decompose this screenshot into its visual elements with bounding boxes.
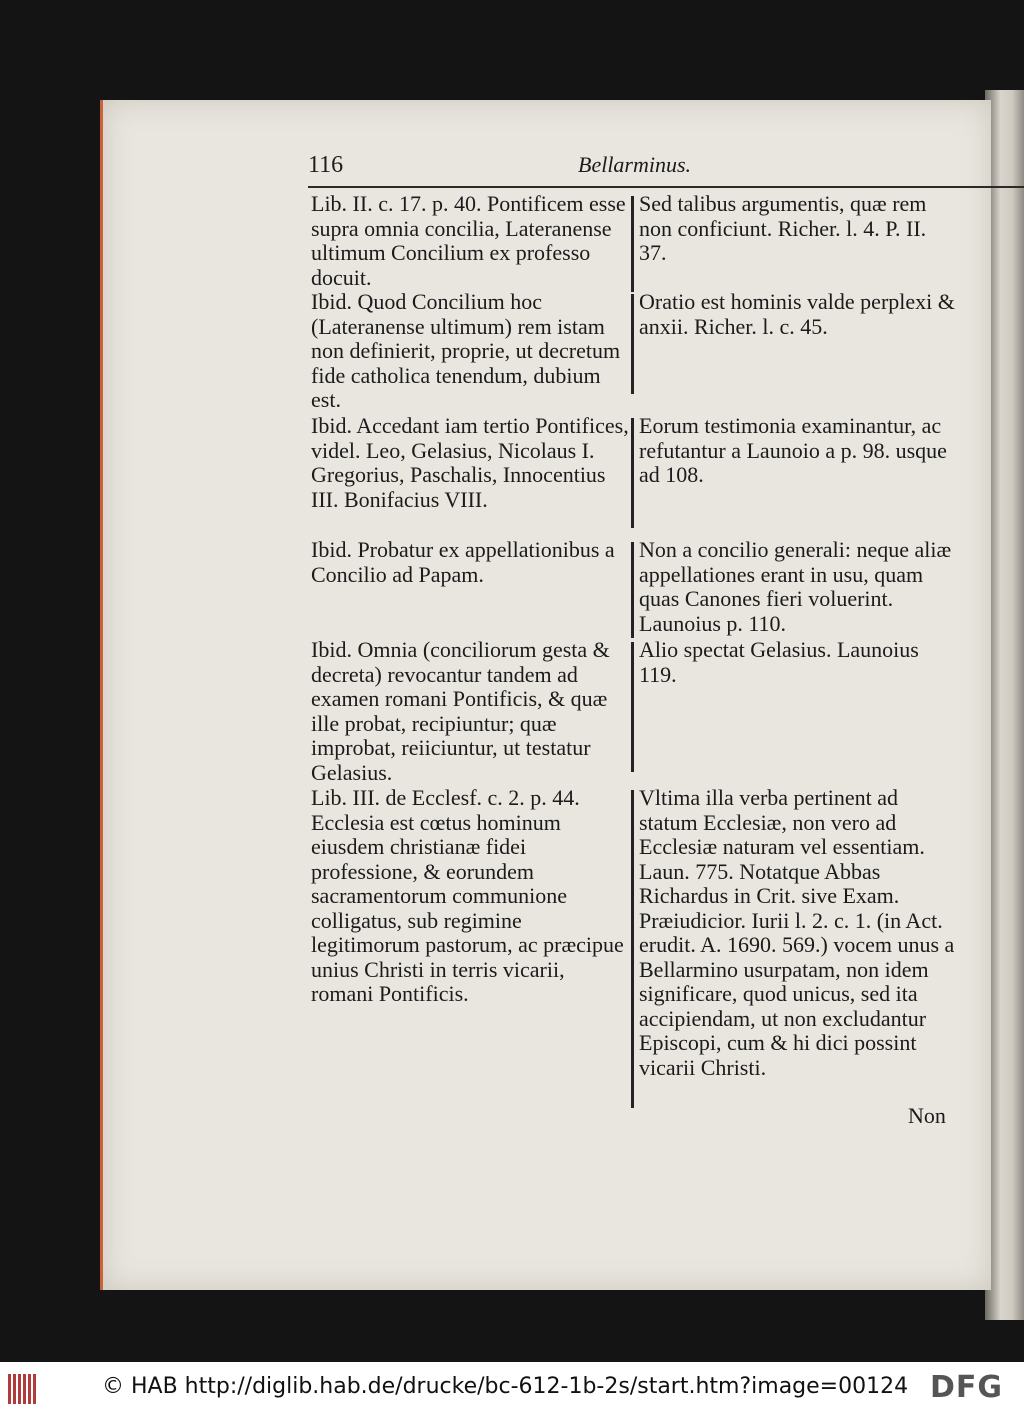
hab-logo-icon — [8, 1374, 48, 1406]
left-column-text: Ibid. Probatur ex appellationibus a Concilio ad Papam. — [311, 537, 615, 587]
footer-bar — [0, 1362, 1024, 1417]
left-column-text: Lib. III. de Ecclesf. c. 2. p. 44. Ecclesia est cœtus hominum eiusdem christianæ fidei professione, & eorundem sacramentorum communione colligatus, sub regimine legitimorum pastorum, ac præcipue unius Christi in terris vicarii, romani Pontificis. — [311, 785, 624, 1006]
left-column-text: Ibid. Quod Concilium hoc (Lateranense ultimum) rem istam non definierit, proprie, ut decretum fide catholica tenendum, dubium est. — [311, 289, 621, 412]
column-divider — [631, 542, 634, 638]
column-divider — [631, 294, 634, 394]
left-column-text: Lib. II. c. 17. p. 40. Pontificem esse supra omnia concilia, Lateranense ultimum Concilium ex professo docuit. — [311, 191, 626, 290]
column-divider — [631, 642, 634, 772]
page-number: 116 — [308, 152, 344, 178]
catchword: Non — [908, 1103, 946, 1128]
column-divider — [631, 790, 634, 1108]
left-column-text: Ibid. Omnia (conciliorum gesta & decreta) revocantur tandem ad examen romani Pontificis, & quæ ille probat, recipiuntur; quæ improbat, reiiciuntur, ut testatur Gelasius. — [311, 637, 610, 785]
dfg-logo: DFG — [930, 1370, 1004, 1405]
column-divider — [631, 196, 634, 292]
right-column-text: Non a concilio generali: neque aliæ appellationes erant in usu, quam quas Canones fieri voluerint. Launoius p. 110. — [639, 537, 952, 636]
right-column-text: Vltima illa verba pertinent ad statum Ecclesiæ, non vero ad Ecclesiæ naturam vel essentiam. Laun. 775. Notatque Abbas Richardus in Crit. sive Exam. Præiudicior. Iurii l. 2. c. 1. (in Act. erudit. A. 1690. 569.) vocem unus a Bellarmino usurpatam, non idem significare, quod unicus, sed ita accipiendam, ut non excludantur Episcopi, cum & hi dici possint vicarii Christi. — [639, 785, 955, 1080]
running-head — [103, 152, 991, 182]
right-column-text: Oratio est hominis valde perplexi & anxii. Richer. l. c. 45. — [639, 289, 955, 339]
header-rule — [308, 186, 1024, 188]
column-divider — [631, 418, 634, 528]
left-column-text: Ibid. Accedant iam tertio Pontifices, videl. Leo, Gelasius, Nicolaus I. Gregorius, Paschalis, Innocentius III. Bonifacius VIII. — [311, 413, 629, 512]
book-page — [100, 100, 991, 1290]
footer-credit[interactable]: © HAB http://diglib.hab.de/drucke/bc-612-1b-2s/start.htm?image=00124 — [102, 1374, 909, 1399]
right-column-text: Eorum testimonia examinantur, ac refutantur a Launoio a p. 98. usque ad 108. — [639, 413, 947, 487]
running-title: Bellarminus. — [578, 152, 692, 177]
right-column-text: Sed talibus argumentis, quæ rem non conficiunt. Richer. l. 4. P. II. 37. — [639, 191, 927, 265]
right-column-text: Alio spectat Gelasius. Launoius 119. — [639, 637, 919, 687]
